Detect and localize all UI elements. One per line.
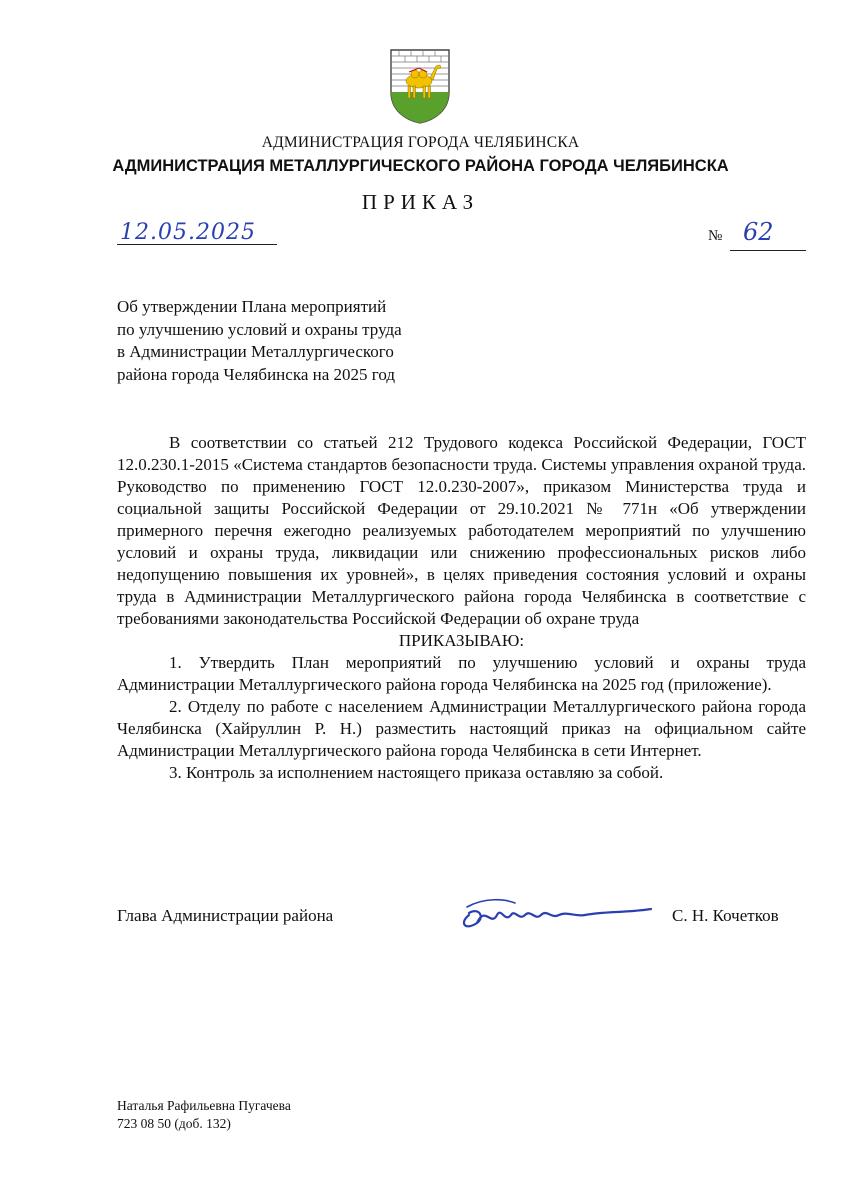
document-number: 62 (743, 218, 774, 246)
preamble-paragraph: В соответствии со статьей 212 Трудового кодекса Российской Федерации, ГОСТ 12.0.230.1-2015 «Система стандартов безопасности труда. Системы управления охраной труда. Руководство по применению ГОСТ 12.0.230-2007», приказом Министерства труда и социальной защиты Российской Федерации от 29.10.2021 № 771н «Об утверждении примерного перечня ежегодно реализуемых работодателем мероприятий по улучшению условий и охраны труда, ликвидации или снижению профессиональных рисков либо недопущению повышения их уровней», в целях приведения состояния условий и охраны труда в Администрации Металлургического района города Челябинска в соответствие с требованиями законодательства Российской Федерации об охране труда (117, 433, 806, 628)
date-underline (117, 244, 277, 245)
order-item: 3. Контроль за исполнением настоящего приказа оставляю за собой. (169, 763, 664, 782)
chelyabinsk-coat-of-arms-icon (389, 48, 451, 124)
order-item: 1. Утвердить План мероприятий по улучшению условий и охраны труда Администрации Металлургического района города Челябинска на 2025 год (приложение). (117, 653, 806, 694)
order-word: ПРИКАЗЫВАЮ: (398, 631, 525, 650)
document-type-title: ПРИКАЗ (361, 190, 480, 214)
subject-line: района города Челябинска на 2025 год (117, 364, 395, 384)
contact-phone: 723 08 50 (доб. 132) (117, 1116, 231, 1131)
district-administration-heading: АДМИНИСТРАЦИЯ МЕТАЛЛУРГИЧЕСКОГО РАЙОНА ГОРОДА ЧЕЛЯБИНСКА (112, 157, 729, 175)
document-body (117, 432, 806, 784)
number-underline (730, 250, 806, 251)
subject-line: Об утверждении Плана мероприятий (117, 297, 387, 316)
document-date: 12.05.2025 (120, 220, 256, 245)
subject-line: по улучшению условий и охраны труда (117, 319, 402, 339)
handwritten-signature (455, 893, 655, 933)
number-label: № (708, 228, 723, 244)
document-subject (117, 296, 457, 386)
contact-block (117, 1097, 291, 1133)
subject-line: в Администрации Металлургического (117, 342, 394, 361)
signer-title: Глава Администрации района (117, 906, 334, 925)
order-item: 2. Отделу по работе с населением Администрации Металлургического района города Челябинска (Хайруллин Р. Н.) разместить настоящий приказ на официальном сайте Администрации Металлургического района города Челябинска в сети Интернет. (117, 697, 806, 760)
city-administration-heading: АДМИНИСТРАЦИЯ ГОРОДА ЧЕЛЯБИНСКА (261, 134, 580, 151)
contact-person: Наталья Рафильевна Пугачева (117, 1098, 291, 1113)
signer-name: С. Н. Кочетков (672, 906, 779, 925)
